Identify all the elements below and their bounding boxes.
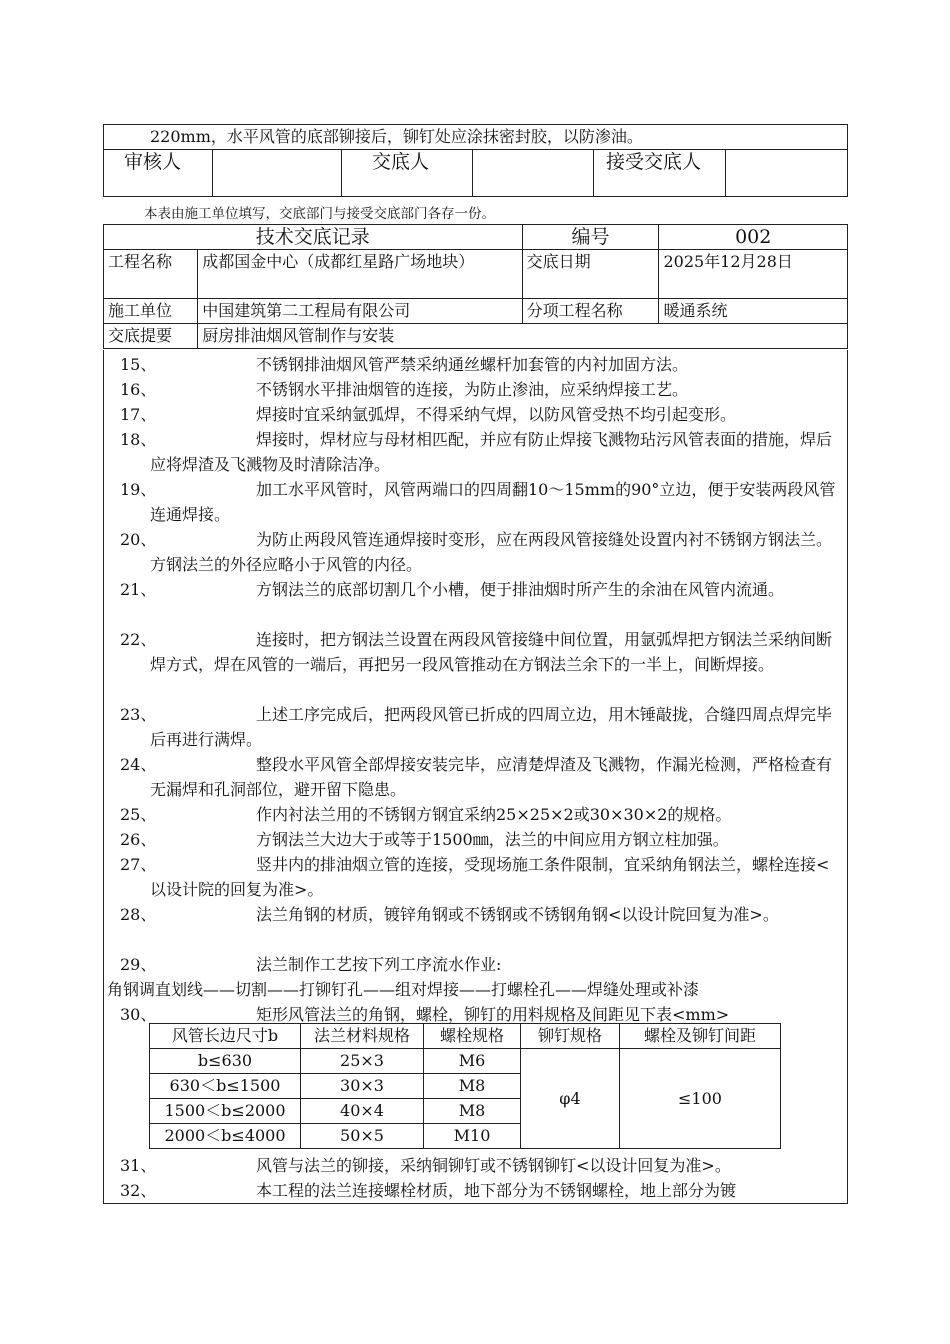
number-label: 编号 bbox=[522, 225, 659, 250]
spec-header: 法兰材料规格 bbox=[301, 1024, 424, 1049]
receiver-field bbox=[726, 150, 848, 197]
spec-cell: M8 bbox=[424, 1074, 521, 1099]
list-item: 23、 上述工序完成后，把两段风管已折成的四周立边，用木锤敲拢，合缝四周点焊完毕后再进行满焊。 bbox=[120, 705, 833, 749]
spec-cell: M8 bbox=[424, 1099, 521, 1124]
list-item: 32、 本工程的法兰连接螺栓材质，地下部分为不锈钢螺栓，地上部分为镀 bbox=[120, 1181, 737, 1200]
record-title: 技术交底记录 bbox=[104, 225, 523, 250]
process-flow-line: 角钢调直划线——切割——打铆钉孔——组对焊接——打螺栓孔——焊缝处理或补漆 bbox=[107, 980, 700, 999]
spec-header: 螺栓及铆钉间距 bbox=[620, 1024, 781, 1049]
list-item: 22、 连接时，把方钢法兰设置在两段风管接缝中间位置，用氩弧焊把方钢法兰采纳间断焊方式，焊在风管的一端后，再把另一段风管推动在方钢法兰余下的一半上，间断焊接。 bbox=[120, 630, 833, 674]
list-item: 29、 法兰制作工艺按下列工序流水作业: bbox=[120, 955, 502, 974]
record-number: 002 bbox=[659, 225, 848, 250]
receiver-label: 接受交底人 bbox=[594, 150, 726, 197]
spec-header: 螺栓规格 bbox=[424, 1024, 521, 1049]
list-item: 19、 加工水平风管时，风管两端口的四周翻10～15mm的90°立边，便于安装两段风管连通焊接。 bbox=[120, 480, 836, 524]
previous-record-table bbox=[103, 124, 848, 197]
rivet-spec: φ4 bbox=[521, 1049, 620, 1149]
spec-cell: 40×4 bbox=[301, 1099, 424, 1124]
list-item: 15、 不锈钢排油烟风管严禁采纳通丝螺杆加套管的内衬加固方法。 bbox=[120, 355, 689, 374]
subproject-value: 暖通系统 bbox=[659, 299, 848, 324]
summary-value: 厨房排油烟风管制作与安装 bbox=[198, 324, 848, 349]
spacing-spec: ≤100 bbox=[620, 1049, 781, 1149]
list-item: 17、 焊接时宜采纳氩弧焊，不得采纳气焊，以防风管受热不均引起变形。 bbox=[120, 405, 737, 424]
project-value: 成都国金中心（成都红星路广场地块） bbox=[198, 250, 522, 299]
subproject-label: 分项工程名称 bbox=[522, 299, 659, 324]
summary-label: 交底提要 bbox=[104, 324, 198, 349]
reviewer-label: 审核人 bbox=[104, 150, 213, 197]
spec-cell: b≤630 bbox=[150, 1049, 301, 1074]
form-note: 本表由施工单位填写，交底部门与接受交底部门各存一份。 bbox=[144, 206, 495, 222]
discloser-field bbox=[473, 150, 594, 197]
disclosure-body bbox=[103, 350, 848, 1204]
record-header-table bbox=[103, 224, 848, 349]
project-label: 工程名称 bbox=[104, 250, 198, 299]
spec-header: 风管长边尺寸b bbox=[150, 1024, 301, 1049]
list-item: 16、 不锈钢水平排油烟管的连接，为防止渗油，应采纳焊接工艺。 bbox=[120, 380, 689, 399]
reviewer-field bbox=[213, 150, 342, 197]
discloser-label: 交底人 bbox=[342, 150, 473, 197]
spec-cell: 2000＜b≤4000 bbox=[150, 1124, 301, 1149]
continuation-text: 220mm，水平风管的底部铆接后，铆钉处应涂抹密封胶，以防渗油。 bbox=[104, 125, 848, 150]
list-item: 27、 竖井内的排油烟立管的连接，受现场施工条件限制，宜采纳角钢法兰，螺栓连接<以设计院的回复为准>。 bbox=[120, 855, 830, 899]
spec-cell: 630＜b≤1500 bbox=[150, 1074, 301, 1099]
list-item: 21、 方钢法兰的底部切割几个小槽，便于排油烟时所产生的余油在风管内流通。 bbox=[120, 580, 785, 599]
date-label: 交底日期 bbox=[522, 250, 659, 299]
list-item: 18、 焊接时，焊材应与母材相匹配，并应有防止焊接飞溅物玷污风管表面的措施，焊后应将焊渣及飞溅物及时清除洁净。 bbox=[120, 430, 833, 474]
spec-cell: 1500＜b≤2000 bbox=[150, 1099, 301, 1124]
date-value: 2025年12月28日 bbox=[659, 250, 848, 299]
list-item: 31、 风管与法兰的铆接，采纳铜铆钉或不锈钢铆钉<以设计回复为准>。 bbox=[120, 1156, 731, 1175]
list-item: 28、 法兰角钢的材质，镀锌角钢或不锈钢或不锈钢角钢<以设计院回复为准>。 bbox=[120, 905, 779, 924]
spec-cell: M6 bbox=[424, 1049, 521, 1074]
spec-cell: 25×3 bbox=[301, 1049, 424, 1074]
unit-value: 中国建筑第二工程局有限公司 bbox=[198, 299, 522, 324]
list-item: 20、 为防止两段风管连通焊接时变形，应在两段风管接缝处设置内衬不锈钢方钢法兰。方钢法兰的外径应略小于风管的内径。 bbox=[120, 530, 833, 574]
spec-cell: M10 bbox=[424, 1124, 521, 1149]
list-item: 25、 作内衬法兰用的不锈钢方钢宜采纳25×25×2或30×30×2的规格。 bbox=[120, 805, 732, 824]
spec-cell: 50×5 bbox=[301, 1124, 424, 1149]
unit-label: 施工单位 bbox=[104, 299, 198, 324]
list-item: 30、 矩形风管法兰的角钢，螺栓，铆钉的用料规格及间距见下表<mm> bbox=[120, 1005, 730, 1024]
spec-cell: 30×3 bbox=[301, 1074, 424, 1099]
spec-header: 铆钉规格 bbox=[521, 1024, 620, 1049]
list-item: 26、 方钢法兰大边大于或等于1500㎜，法兰的中间应用方钢立柱加强。 bbox=[120, 830, 729, 849]
flange-spec-table bbox=[149, 1023, 781, 1149]
list-item: 24、 整段水平风管全部焊接安装完毕，应清楚焊渣及飞溅物，作漏光检测，严格检查有无漏焊和孔洞部位，避开留下隐患。 bbox=[120, 755, 833, 799]
